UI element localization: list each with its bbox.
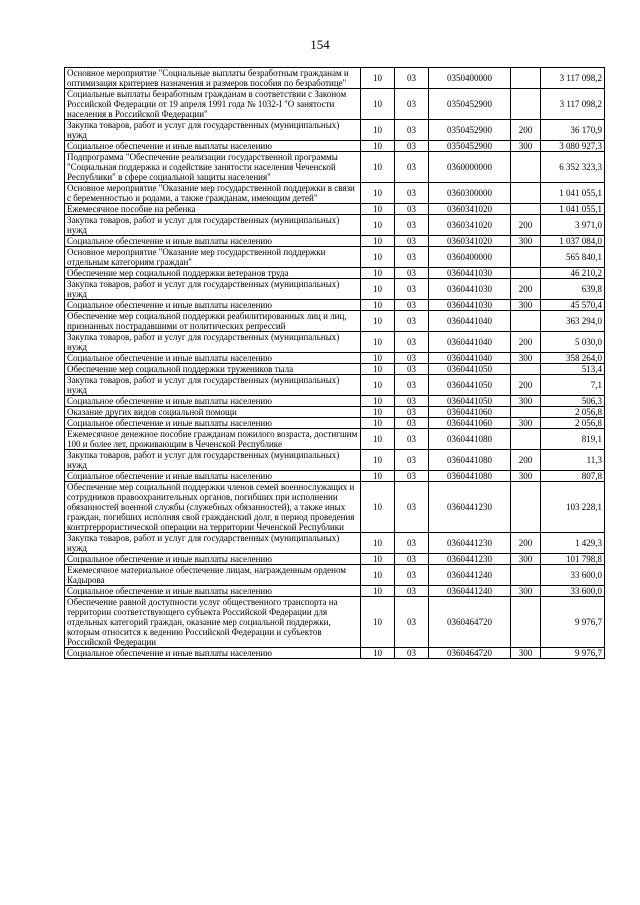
row-subsection: 03 (395, 353, 429, 364)
row-name: Социальное обеспечение и иные выплаты населению (65, 648, 361, 659)
row-target-article: 0360441050 (429, 364, 511, 375)
row-subsection: 03 (395, 554, 429, 565)
row-amount: 513,4 (541, 364, 605, 375)
row-expense-type (511, 597, 541, 648)
row-amount: 2 056,8 (541, 407, 605, 418)
row-section: 10 (361, 247, 395, 268)
row-target-article: 0360441080 (429, 450, 511, 471)
row-expense-type (511, 247, 541, 268)
table-row (65, 418, 605, 429)
row-amount: 1 041 055,1 (541, 183, 605, 204)
row-amount: 5 030,0 (541, 332, 605, 353)
row-name: Ежемесячное денежное пособие гражданам пожилого возраста, достигшим 100 и более лет, проживающим в Чеченской Республике (65, 429, 361, 450)
row-target-article: 0360464720 (429, 648, 511, 659)
row-target-article: 0360341020 (429, 215, 511, 236)
table-row (65, 482, 605, 533)
row-section: 10 (361, 364, 395, 375)
table-row (65, 120, 605, 141)
row-section: 10 (361, 597, 395, 648)
row-amount: 3 971,0 (541, 215, 605, 236)
row-section: 10 (361, 471, 395, 482)
row-name: Социальное обеспечение и иные выплаты населению (65, 236, 361, 247)
row-name: Оказание других видов социальной помощи (65, 407, 361, 418)
page-number: 154 (310, 37, 330, 52)
row-expense-type: 200 (511, 279, 541, 300)
row-subsection: 03 (395, 183, 429, 204)
table-row (65, 247, 605, 268)
table-row (65, 450, 605, 471)
table-row (65, 279, 605, 300)
row-amount: 3 117 098,2 (541, 68, 605, 89)
row-amount: 3 080 927,3 (541, 141, 605, 152)
row-name: Закупка товаров, работ и услуг для государственных (муниципальных) нужд (65, 279, 361, 300)
row-amount: 1 041 055,1 (541, 204, 605, 215)
row-subsection: 03 (395, 364, 429, 375)
row-amount: 7,1 (541, 375, 605, 396)
table-row (65, 429, 605, 450)
table-row (65, 141, 605, 152)
row-section: 10 (361, 565, 395, 586)
row-expense-type (511, 204, 541, 215)
row-subsection: 03 (395, 418, 429, 429)
row-target-article: 0350452900 (429, 89, 511, 120)
row-section: 10 (361, 375, 395, 396)
row-amount: 363 294,0 (541, 311, 605, 332)
row-subsection: 03 (395, 533, 429, 554)
row-amount: 358 264,0 (541, 353, 605, 364)
row-amount: 6 352 323,3 (541, 152, 605, 183)
row-subsection: 03 (395, 120, 429, 141)
row-expense-type: 300 (511, 418, 541, 429)
row-target-article: 0360441230 (429, 554, 511, 565)
row-amount: 46 210,2 (541, 268, 605, 279)
row-subsection: 03 (395, 236, 429, 247)
row-name: Социальное обеспечение и иные выплаты населению (65, 418, 361, 429)
row-target-article: 0360441080 (429, 429, 511, 450)
row-expense-type: 300 (511, 586, 541, 597)
table-row (65, 353, 605, 364)
row-expense-type (511, 152, 541, 183)
row-name: Социальное обеспечение и иные выплаты населению (65, 353, 361, 364)
row-target-article: 0360441240 (429, 586, 511, 597)
budget-table (64, 67, 605, 659)
row-expense-type (511, 183, 541, 204)
row-expense-type (511, 68, 541, 89)
row-subsection: 03 (395, 68, 429, 89)
row-name: Закупка товаров, работ и услуг для государственных (муниципальных) нужд (65, 533, 361, 554)
row-name: Закупка товаров, работ и услуг для государственных (муниципальных) нужд (65, 120, 361, 141)
row-name: Социальное обеспечение и иные выплаты населению (65, 141, 361, 152)
table-row (65, 236, 605, 247)
row-name: Основное мероприятие "Оказание мер государственной поддержки отдельным категориям граждан" (65, 247, 361, 268)
table-row (65, 407, 605, 418)
row-amount: 1 429,3 (541, 533, 605, 554)
row-amount: 103 228,1 (541, 482, 605, 533)
row-section: 10 (361, 353, 395, 364)
row-subsection: 03 (395, 648, 429, 659)
row-section: 10 (361, 120, 395, 141)
table-row (65, 68, 605, 89)
row-expense-type: 300 (511, 300, 541, 311)
row-section: 10 (361, 279, 395, 300)
row-expense-type (511, 364, 541, 375)
row-subsection: 03 (395, 311, 429, 332)
table-row (65, 597, 605, 648)
row-name: Социальное обеспечение и иные выплаты населению (65, 300, 361, 311)
row-section: 10 (361, 311, 395, 332)
row-amount: 807,8 (541, 471, 605, 482)
row-subsection: 03 (395, 204, 429, 215)
row-name: Обеспечение мер социальной поддержки тружеников тыла (65, 364, 361, 375)
row-amount: 11,3 (541, 450, 605, 471)
table-row (65, 396, 605, 407)
row-expense-type (511, 429, 541, 450)
table-row (65, 648, 605, 659)
row-expense-type (511, 311, 541, 332)
row-expense-type: 300 (511, 554, 541, 565)
row-amount: 33 600,0 (541, 586, 605, 597)
row-expense-type: 300 (511, 471, 541, 482)
row-subsection: 03 (395, 279, 429, 300)
row-amount: 9 976,7 (541, 648, 605, 659)
row-name: Обеспечение мер социальной поддержки ветеранов труда (65, 268, 361, 279)
row-expense-type: 300 (511, 396, 541, 407)
table-row (65, 554, 605, 565)
row-name: Закупка товаров, работ и услуг для государственных (муниципальных) нужд (65, 215, 361, 236)
row-name: Основное мероприятие "Социальные выплаты безработным гражданам и оптимизация критериев назначения и размеров пособия по безработице" (65, 68, 361, 89)
table-row (65, 364, 605, 375)
row-target-article: 0360441230 (429, 482, 511, 533)
row-expense-type: 300 (511, 353, 541, 364)
row-subsection: 03 (395, 247, 429, 268)
row-amount: 565 840,1 (541, 247, 605, 268)
row-amount: 819,1 (541, 429, 605, 450)
row-section: 10 (361, 152, 395, 183)
row-subsection: 03 (395, 141, 429, 152)
row-section: 10 (361, 533, 395, 554)
row-target-article: 0350452900 (429, 141, 511, 152)
row-expense-type: 200 (511, 450, 541, 471)
row-name: Ежемесячное материальное обеспечение лицам, награжденным орденом Кадырова (65, 565, 361, 586)
row-target-article: 0360441060 (429, 418, 511, 429)
table-row (65, 375, 605, 396)
row-expense-type: 300 (511, 141, 541, 152)
row-expense-type (511, 407, 541, 418)
row-name: Основное мероприятие "Оказание мер государственной поддержки в связи с беременностью и родами, а также гражданам, имеющим детей" (65, 183, 361, 204)
row-expense-type: 200 (511, 375, 541, 396)
row-amount: 9 976,7 (541, 597, 605, 648)
row-target-article: 0360441040 (429, 332, 511, 353)
row-amount: 45 570,4 (541, 300, 605, 311)
row-name: Закупка товаров, работ и услуг для государственных (муниципальных) нужд (65, 332, 361, 353)
row-name: Обеспечение мер социальной поддержки членов семей военнослужащих и сотрудников правоохранительных органов, погибших при исполнении обязанностей военной службы (служебных обязанностей), а также иных граждан, погибших исполняя свой гражданский долг, в период проведения контртеррористической операции на территории Чеченской Республики (65, 482, 361, 533)
row-section: 10 (361, 68, 395, 89)
row-name: Закупка товаров, работ и услуг для государственных (муниципальных) нужд (65, 450, 361, 471)
row-expense-type: 200 (511, 215, 541, 236)
row-subsection: 03 (395, 429, 429, 450)
row-section: 10 (361, 300, 395, 311)
row-amount: 33 600,0 (541, 565, 605, 586)
row-section: 10 (361, 648, 395, 659)
row-subsection: 03 (395, 482, 429, 533)
row-target-article: 0360464720 (429, 597, 511, 648)
table-row (65, 152, 605, 183)
row-expense-type: 200 (511, 332, 541, 353)
row-name: Социальные выплаты безработным гражданам в соответствии с Законом Российской Федерации от 19 апреля 1991 года № 1032-I "О занятости населения в Российской Федерации" (65, 89, 361, 120)
table-row (65, 89, 605, 120)
row-target-article: 0350452900 (429, 120, 511, 141)
row-name: Обеспечение мер социальной поддержки реабилитированных лиц и лиц, признанных пострадавшими от политических репрессий (65, 311, 361, 332)
row-amount: 36 170,9 (541, 120, 605, 141)
row-expense-type (511, 268, 541, 279)
row-target-article: 0360441240 (429, 565, 511, 586)
row-expense-type (511, 89, 541, 120)
row-name: Подпрограмма "Обеспечение реализации государственной программы "Социальная поддержка и содействие занятости населения Чеченской Республики" в сфере социальной защиты населения" (65, 152, 361, 183)
row-target-article: 0360441040 (429, 353, 511, 364)
row-expense-type: 300 (511, 648, 541, 659)
table-row (65, 311, 605, 332)
row-expense-type (511, 482, 541, 533)
row-name: Социальное обеспечение и иные выплаты населению (65, 396, 361, 407)
row-subsection: 03 (395, 268, 429, 279)
row-target-article: 0360300000 (429, 183, 511, 204)
row-section: 10 (361, 215, 395, 236)
row-subsection: 03 (395, 597, 429, 648)
row-section: 10 (361, 554, 395, 565)
row-target-article: 0360000000 (429, 152, 511, 183)
row-subsection: 03 (395, 396, 429, 407)
row-amount: 639,8 (541, 279, 605, 300)
row-name: Социальное обеспечение и иные выплаты населению (65, 554, 361, 565)
row-section: 10 (361, 268, 395, 279)
row-amount: 101 798,8 (541, 554, 605, 565)
row-section: 10 (361, 418, 395, 429)
row-expense-type (511, 565, 541, 586)
row-name: Закупка товаров, работ и услуг для государственных (муниципальных) нужд (65, 375, 361, 396)
row-target-article: 0360441050 (429, 375, 511, 396)
row-subsection: 03 (395, 215, 429, 236)
row-target-article: 0360441030 (429, 300, 511, 311)
row-subsection: 03 (395, 332, 429, 353)
row-subsection: 03 (395, 450, 429, 471)
row-target-article: 0360441050 (429, 396, 511, 407)
row-target-article: 0360441080 (429, 471, 511, 482)
row-section: 10 (361, 429, 395, 450)
row-section: 10 (361, 586, 395, 597)
row-target-article: 0360441030 (429, 268, 511, 279)
row-section: 10 (361, 89, 395, 120)
row-section: 10 (361, 183, 395, 204)
table-row (65, 183, 605, 204)
row-subsection: 03 (395, 471, 429, 482)
row-name: Социальное обеспечение и иные выплаты населению (65, 471, 361, 482)
table-row (65, 471, 605, 482)
row-subsection: 03 (395, 89, 429, 120)
row-section: 10 (361, 450, 395, 471)
row-section: 10 (361, 396, 395, 407)
row-name: Обеспечение равной доступности услуг общественного транспорта на территории соответствующего субъекта Российской Федерации для отдельных категорий граждан, оказание мер социальной поддержки, которым относится к ведению Российской Федерации и субъектов Российской Федерации (65, 597, 361, 648)
table-row (65, 332, 605, 353)
row-name: Ежемесячное пособие на ребенка (65, 204, 361, 215)
row-name: Социальное обеспечение и иные выплаты населению (65, 586, 361, 597)
row-section: 10 (361, 407, 395, 418)
table-row (65, 268, 605, 279)
row-expense-type: 200 (511, 120, 541, 141)
row-subsection: 03 (395, 152, 429, 183)
row-amount: 506,3 (541, 396, 605, 407)
row-subsection: 03 (395, 300, 429, 311)
row-section: 10 (361, 482, 395, 533)
table-row (65, 565, 605, 586)
row-subsection: 03 (395, 565, 429, 586)
row-target-article: 0360441230 (429, 533, 511, 554)
row-expense-type: 300 (511, 236, 541, 247)
table-row (65, 300, 605, 311)
row-subsection: 03 (395, 407, 429, 418)
row-target-article: 0350400000 (429, 68, 511, 89)
row-section: 10 (361, 236, 395, 247)
row-section: 10 (361, 332, 395, 353)
row-target-article: 0360441060 (429, 407, 511, 418)
row-section: 10 (361, 204, 395, 215)
table-row (65, 204, 605, 215)
row-target-article: 0360341020 (429, 236, 511, 247)
row-target-article: 0360441040 (429, 311, 511, 332)
row-expense-type: 200 (511, 533, 541, 554)
row-subsection: 03 (395, 586, 429, 597)
row-target-article: 0360341020 (429, 204, 511, 215)
budget-table-body (65, 68, 605, 659)
row-amount: 2 056,8 (541, 418, 605, 429)
row-section: 10 (361, 141, 395, 152)
row-amount: 3 117 098,2 (541, 89, 605, 120)
row-target-article: 0360441030 (429, 279, 511, 300)
row-target-article: 0360400000 (429, 247, 511, 268)
table-row (65, 215, 605, 236)
row-subsection: 03 (395, 375, 429, 396)
table-row (65, 586, 605, 597)
row-amount: 1 037 084,0 (541, 236, 605, 247)
table-row (65, 533, 605, 554)
